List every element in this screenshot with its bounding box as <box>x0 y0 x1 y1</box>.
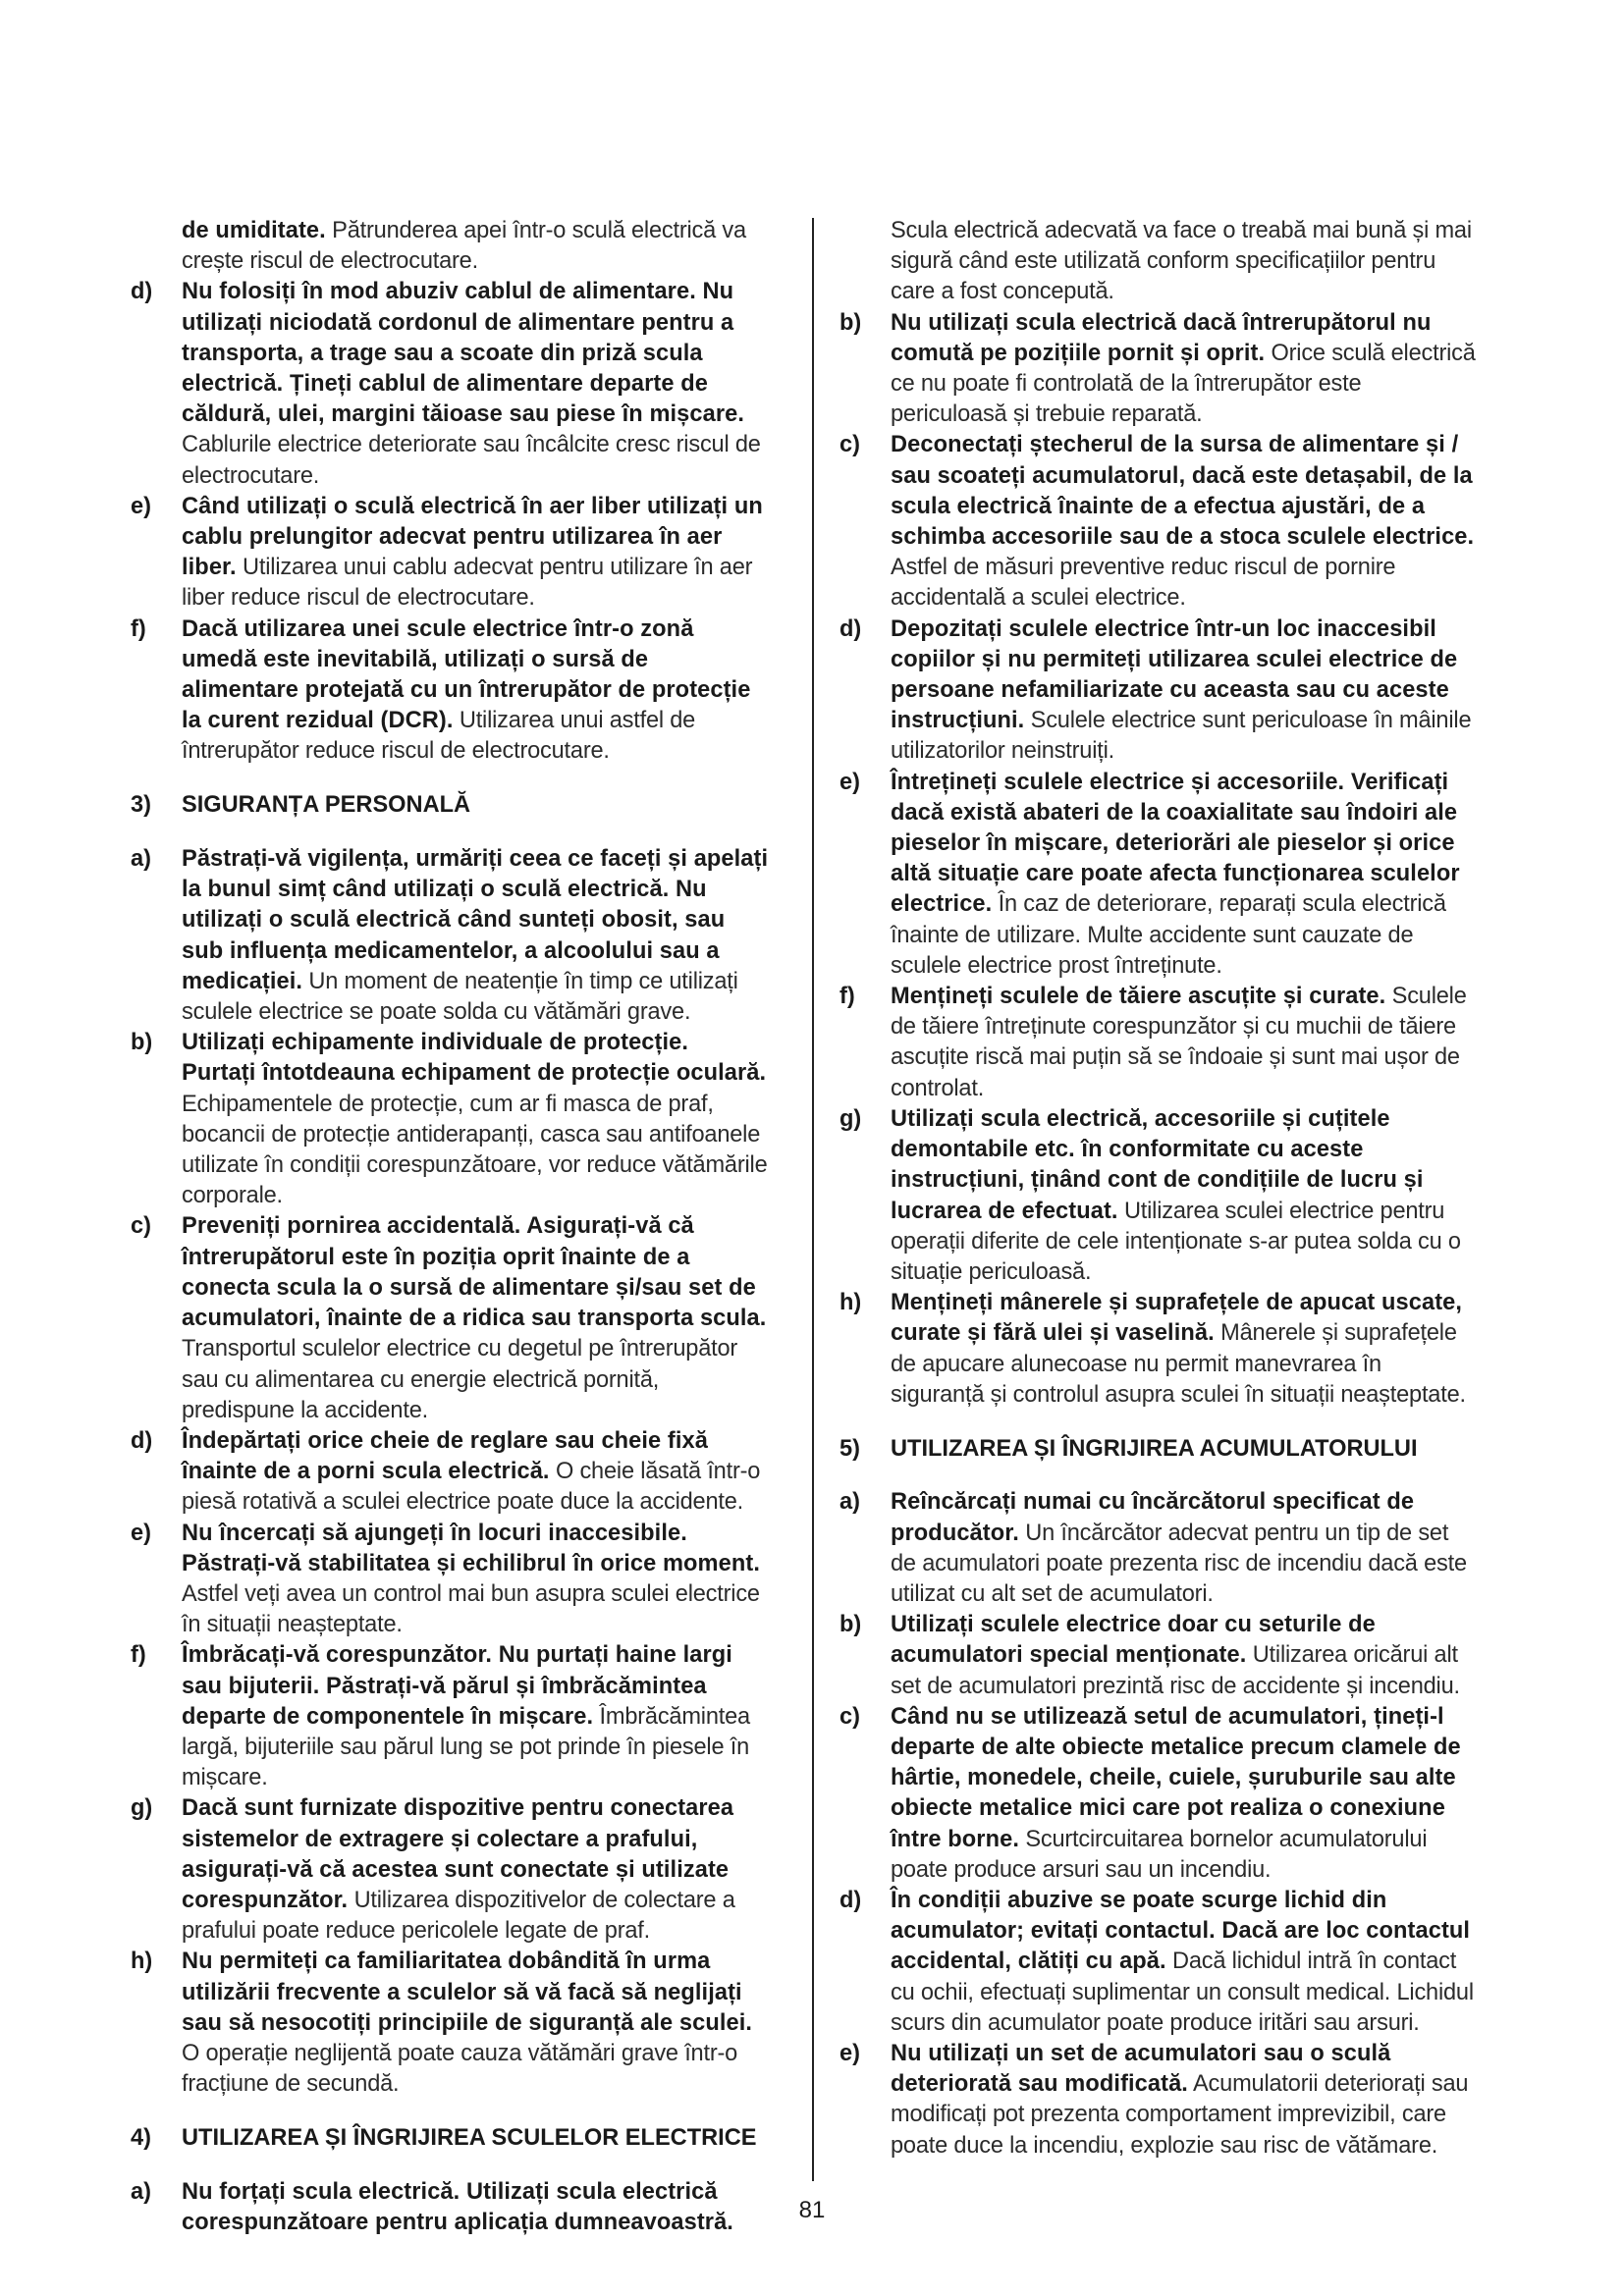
item-label: g) <box>839 1105 862 1132</box>
item-label: d) <box>839 1887 862 1913</box>
bold-text: Nu permiteți ca familiaritatea dobândită în urma utilizării frecvente a sculelor să vă facă să neglijați sau să nesocotiți principiile de siguranță ale sculei. <box>182 1949 753 2036</box>
item-label: b) <box>839 1612 862 1638</box>
list-item <box>839 768 1478 982</box>
list-item <box>131 277 769 491</box>
list-item <box>839 2039 1478 2162</box>
normal-text: Scurtcircuitarea bornelor acumulatorului poate produce arsuri sau un incendiu. <box>891 1826 1428 1883</box>
normal-text: Echipamentele de protecție, cum ar fi masca de praf, bocancii de protecție antiderapanți, casca sau antifoanele utilizate în condiții corespunzătoare, vor reduce vătămările corporale. <box>182 1091 768 1209</box>
item-label: h) <box>839 1290 862 1316</box>
column-divider <box>812 218 814 2181</box>
normal-text: Utilizarea dispozitivelor de colectare a prafului poate reduce pericolele legate de praf. <box>182 1887 735 1945</box>
list-item <box>839 308 1478 431</box>
list-item <box>131 844 769 1028</box>
list-item <box>131 1028 769 1211</box>
bold-text: Nu forțați scula electrică. Utilizați scula electrică corespunzătoare pentru aplicația dumneavoastră. <box>182 2178 733 2235</box>
bold-text: Utilizați echipamente individuale de protecție. Purtați întotdeauna echipament de protecție oculară. <box>182 1030 767 1087</box>
bold-text: Deconectați ștecherul de la sursa de alimentare și / sau scoateți acumulatorul, dacă este detașabil, de la scula electrică înainte de a efectua ajustări, de a schimba accesoriile sau de a stoca sculele electrice. <box>891 432 1475 551</box>
normal-text: Dacă lichidul intră în contact cu ochii, efectuați suplimentar un consult medical. Lichidul scurs din acumulator poate produce iritări sau arsuri. <box>891 1949 1474 2036</box>
section-number: 5) <box>839 1435 860 1462</box>
normal-text: Sculele electrice sunt periculoase în mâinile utilizatorilor neinstruiți. <box>891 708 1472 765</box>
item-label: c) <box>839 1703 860 1730</box>
bold-text: Nu încercați să ajungeți în locuri inaccesibile. Păstrați-vă stabilitatea și echilibrul în orice moment. <box>182 1520 760 1576</box>
bold-text: Când utilizați o sculă electrică în aer liber utilizați un cablu prelungitor adecvat pentru utilizarea în aer liber. <box>182 493 763 581</box>
bold-text: În condiții abuzive se poate scurge lichid din acumulator; evitați contactul. Dacă are loc contactul accidental, clătiți cu apă. <box>891 1887 1471 1975</box>
bold-text: Nu utilizați scula electrică dacă întrerupătorul nu comută pe pozițiile pornit și oprit. <box>891 309 1432 366</box>
item-label: a) <box>839 1489 860 1516</box>
item-label: e) <box>839 2040 860 2066</box>
list-item <box>839 1288 1478 1411</box>
section-title: UTILIZAREA ȘI ÎNGRIJIREA ACUMULATORULUI <box>891 1435 1418 1462</box>
normal-text: Îmbrăcămintea largă, bijuteriile sau părul lung se pot prinde în piesele în mișcare. <box>182 1703 750 1791</box>
normal-text: Pătrunderea apei într-o sculă electrică va crește riscul de electrocutare. <box>182 218 746 275</box>
list-item <box>131 1793 769 1947</box>
item-label: d) <box>131 1427 153 1454</box>
bold-text: Îndepărtați orice cheie de reglare sau cheie fixă înainte de a porni scula electrică. <box>182 1427 708 1485</box>
normal-text: Cablurile electrice deteriorate sau încâlcite cresc riscul de electrocutare. <box>182 432 761 489</box>
normal-text: Mânerele și suprafețele de apucare alunecoase nu permit manevrarea în siguranță și controlul asupra sculei în situații neașteptate. <box>891 1320 1466 1408</box>
normal-text: Acumulatorii deteriorați sau modificați pot prezenta comportament imprevizibil, care poate duce la incendiu, explozie sau risc de vătămare. <box>891 2071 1469 2159</box>
section-number: 4) <box>131 2124 151 2151</box>
item-label: f) <box>839 984 855 1010</box>
item-label: d) <box>131 279 153 305</box>
list-item <box>839 216 1478 308</box>
bold-text: Păstrați-vă vigilența, urmăriți ceea ce faceți și apelați la bunul simț când utilizați o sculă electrică. Nu utilizați o sculă electrică când sunteți obosit, sau sub influența medicamentelor, a alcoolului sau a medicației. <box>182 846 769 994</box>
left-column <box>131 216 769 2238</box>
list-item <box>131 1211 769 1425</box>
item-label: e) <box>839 769 860 795</box>
normal-text: Un încărcător adecvat pentru un tip de set de acumulatori poate prezenta risc de incendiu dacă este utilizat cu alt set de acumulatori. <box>891 1520 1467 1607</box>
list-item <box>839 1702 1478 1886</box>
section-number: 3) <box>131 792 151 819</box>
section-title: SIGURANȚA PERSONALĂ <box>182 792 471 819</box>
list-item <box>839 1104 1478 1288</box>
normal-text: O cheie lăsată într-o piesă rotativă a sculei electrice poate duce la accidente. <box>182 1459 761 1516</box>
normal-text: Transportul sculelor electrice cu degetul pe întrerupător sau cu alimentarea cu energie electrică pornită, predispune la accidente. <box>182 1336 738 1423</box>
bold-text: Dacă sunt furnizate dispozitive pentru conectarea sistemelor de extragere și colectare a prafului, asigurați-vă că acestea sunt conectate și utilizate corespunzător. <box>182 1795 734 1913</box>
normal-text: În caz de deteriorare, reparați scula electrică înainte de utilizare. Multe accidente sunt cauzate de sculele electrice prost întreținute. <box>891 891 1446 979</box>
normal-text: Astfel veți avea un control mai bun asupra sculei electrice în situații neașteptate. <box>182 1580 760 1638</box>
normal-text: Utilizarea oricărui alt set de acumulatori prezintă risc de accidente și incendiu. <box>891 1642 1460 1699</box>
item-label: c) <box>131 1213 151 1240</box>
page-number: 81 <box>798 2197 826 2223</box>
bold-text: Întrețineți sculele electrice și accesoriile. Verificați dacă există abateri de la coaxialitate sau îndoiri ale pieselor în mișcare, deteriorări ale pieselor și orice altă situație care poate afecta funcționarea sculelor electrice. <box>891 769 1460 918</box>
normal-text: Sculele de tăiere întreținute corespunzător și cu muchii de tăiere ascuțite riscă mai puțin să se îndoaie și sunt mai ușor de controlat. <box>891 984 1467 1101</box>
normal-text: Scula electrică adecvată va face o treabă mai bună și mai sigură când este utilizată conform specificațiilor pentru care a fost concepută. <box>891 218 1472 305</box>
list-item <box>131 492 769 614</box>
list-item <box>839 1610 1478 1702</box>
bold-text: Mențineți sculele de tăiere ascuțite și curate. <box>891 984 1386 1010</box>
list-item <box>839 1487 1478 1610</box>
item-label: a) <box>131 846 151 873</box>
bold-text: Reîncărcați numai cu încărcătorul specificat de producător. <box>891 1489 1415 1546</box>
bold-text: Când nu se utilizează setul de acumulatori, țineți-l departe de alte obiecte metalice precum clamele de hârtie, monedele, cheile, cuiele, șuruburile sau alte obiecte metalice mici care pot realiza o conexiune între borne. <box>891 1703 1461 1852</box>
item-label: e) <box>131 1520 151 1546</box>
list-item <box>131 1640 769 1793</box>
normal-text: O operație neglijentă poate cauza vătămări grave într-o fracțiune de secundă. <box>182 2040 738 2098</box>
item-label: g) <box>131 1795 153 1822</box>
item-label: d) <box>839 615 862 642</box>
list-item <box>839 614 1478 768</box>
section-heading-5 <box>839 1434 1478 1465</box>
normal-text: Utilizarea unui astfel de întrerupător reduce riscul de electrocutare. <box>182 708 696 765</box>
bold-text: Depozitați sculele electrice într-un loc inaccesibil copiilor și nu permiteți utilizarea sculei electrice de persoane nefamiliarizate cu aceasta sau cu aceste instrucțiuni. <box>891 615 1458 734</box>
bold-text: Îmbrăcați-vă corespunzător. Nu purtați haine largi sau bijuterii. Păstrați-vă părul și îmbrăcămintea departe de componentele în mișcare. <box>182 1642 732 1730</box>
list-item <box>839 430 1478 614</box>
list-item <box>131 1947 769 2100</box>
section-heading-3 <box>131 790 769 821</box>
item-label: h) <box>131 1949 153 1975</box>
list-item <box>131 1519 769 1641</box>
bold-text: Utilizați scula electrică, accesoriile și cuțitele demontabile etc. în conformitate cu aceste instrucțiuni, ținând cont de condițiile de lucru și lucrarea de efectuat. <box>891 1105 1424 1224</box>
normal-text: Un moment de neatenție în timp ce utilizați sculele electrice se poate solda cu vătămări grave. <box>182 968 738 1026</box>
bold-text: Preveniți pornirea accidentală. Asigurați-vă că întrerupătorul este în poziția oprit înainte de a conecta scula la o sursă de alimentare și/sau set de acumulatori, înainte de a ridica sau transporta scula. <box>182 1213 767 1332</box>
list-item <box>131 216 769 277</box>
section-heading-4 <box>131 2123 769 2154</box>
normal-text: Orice sculă electrică ce nu poate fi controlată de la întrerupător este periculoasă și trebuie reparată. <box>891 340 1476 428</box>
bold-text: Utilizați sculele electrice doar cu seturile de acumulatori special menționate. <box>891 1612 1376 1669</box>
normal-text: Astfel de măsuri preventive reduc riscul de pornire accidentală a sculei electrice. <box>891 555 1396 612</box>
item-label: b) <box>131 1030 153 1056</box>
list-item <box>839 982 1478 1104</box>
bold-text: Nu utilizați un set de acumulatori sau o sculă deteriorată sau modificată. <box>891 2040 1391 2098</box>
bold-text: de umiditate. <box>182 218 326 243</box>
item-label: b) <box>839 309 862 336</box>
list-item <box>131 1426 769 1519</box>
item-label: f) <box>131 1642 146 1669</box>
section-title: UTILIZAREA ȘI ÎNGRIJIREA SCULELOR ELECTRICE <box>182 2124 757 2151</box>
item-label: c) <box>839 432 860 458</box>
list-item <box>839 1886 1478 2039</box>
normal-text: Utilizarea sculei electrice pentru operații diferite de cele intenționate s-ar putea solda cu o situație periculoasă. <box>891 1198 1461 1285</box>
list-item <box>131 614 769 768</box>
right-column <box>839 216 1478 2162</box>
item-label: e) <box>131 493 151 519</box>
normal-text: Utilizarea unui cablu adecvat pentru utilizare în aer liber reduce riscul de electrocutare. <box>182 555 753 612</box>
bold-text: Mențineți mânerele și suprafețele de apucat uscate, curate și fără ulei și vaselină. <box>891 1290 1463 1347</box>
bold-text: Nu folosiți în mod abuziv cablul de alimentare. Nu utilizați niciodată cordonul de alimentare pentru a transporta, a trage sau a scoate din priză scula electrică. Țineți cablul de alimentare departe de căldură, ulei, margini tăioase sau piese în mișcare. <box>182 279 745 428</box>
bold-text: Dacă utilizarea unei scule electrice într-o zonă umedă este inevitabilă, utilizați o sursă de alimentare protejată cu un întrerupător de protecție la curent rezidual (DCR). <box>182 615 751 734</box>
item-label: a) <box>131 2178 151 2205</box>
item-label: f) <box>131 615 146 642</box>
